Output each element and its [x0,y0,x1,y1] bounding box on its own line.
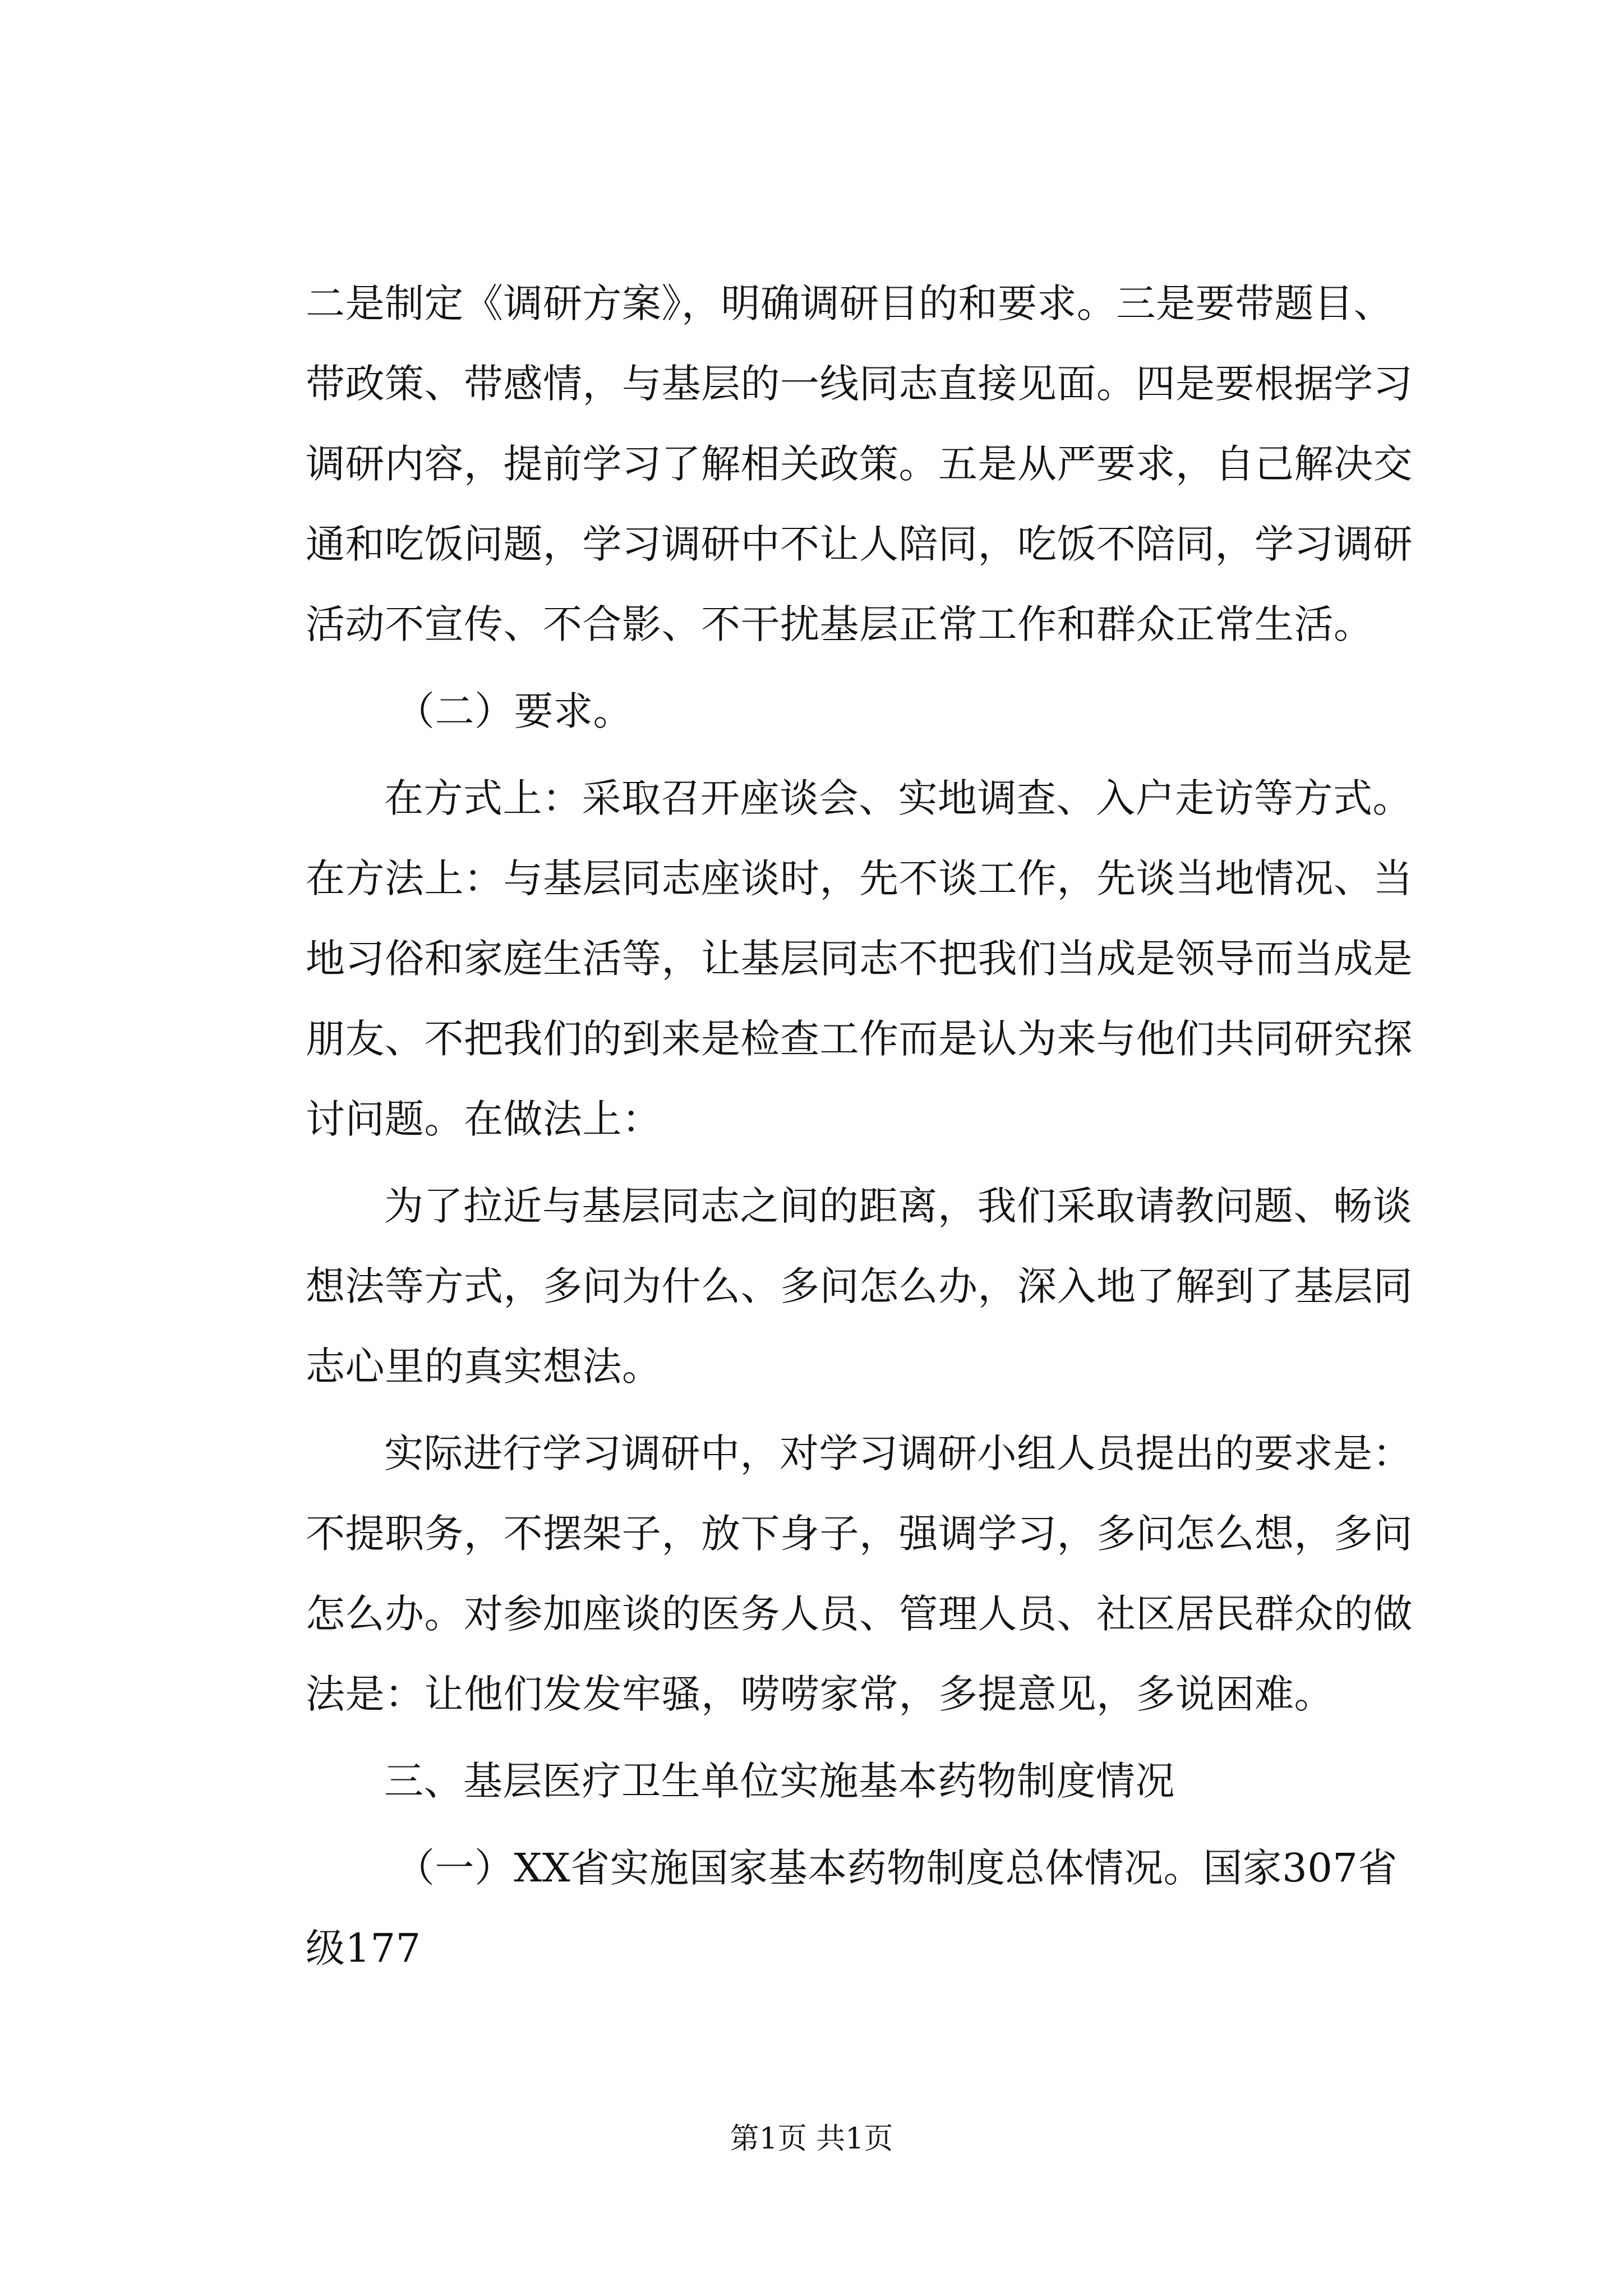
text-line: 在方法上：与基层同志座谈时，先不谈工作，先谈当地情况、当 [306,855,1413,901]
text-line: 二是制定《调研方案》，明确调研目的和要求。三是要带题目、 [306,280,1393,326]
text-line: 带政策、带感情，与基层的一线同志直接见面。四是要根据学习 [306,361,1413,407]
text-line: 讨问题。在做法上： [306,1096,662,1142]
body-text [306,264,1422,1989]
text-line: 调研内容，提前学习了解相关政策。五是从严要求，自己解决交 [306,441,1413,487]
text-line: 级177 [306,1925,421,1971]
text-line: 地习俗和家庭生活等，让基层同志不把我们当成是领导而当成是 [306,936,1413,982]
text-line: 实际进行学习调研中，对学习调研小组人员提出的要求是： [384,1430,1412,1476]
page-footer: 第1页 共1页 [730,2122,893,2156]
text-line: 通和吃饭问题，学习调研中不让人陪同，吃饭不陪同，学习调研 [306,521,1413,567]
text-line: 朋友、不把我们的到来是检查工作而是认为来与他们共同研究探 [306,1016,1413,1062]
section-heading: （二）要求。 [395,688,633,734]
text-line: （一）XX省实施国家基本药物制度总体情况。国家307省 [395,1845,1398,1891]
text-line: 活动不宣传、不合影、不干扰基层正常工作和群众正常生活。 [306,601,1373,647]
text-line: 怎么办。对参加座谈的医务人员、管理人员、社区居民群众的做 [306,1591,1413,1637]
text-line: 在方式上：采取召开座谈会、实地调查、入户走访等方式。 [384,775,1412,821]
text-line: 法是：让他们发发牢骚，唠唠家常，多提意见，多说困难。 [306,1671,1334,1717]
text-line: 为了拉近与基层同志之间的距离，我们采取请教问题、畅谈 [384,1183,1412,1229]
text-line: 想法等方式，多问为什么、多问怎么办，深入地了解到了基层同 [306,1263,1413,1309]
text-line: 不提职务，不摆架子，放下身子，强调学习，多问怎么想，多问 [306,1511,1413,1557]
text-line: 志心里的真实想法。 [306,1343,662,1389]
section-heading: 三、基层医疗卫生单位实施基本药物制度情况 [384,1758,1175,1804]
